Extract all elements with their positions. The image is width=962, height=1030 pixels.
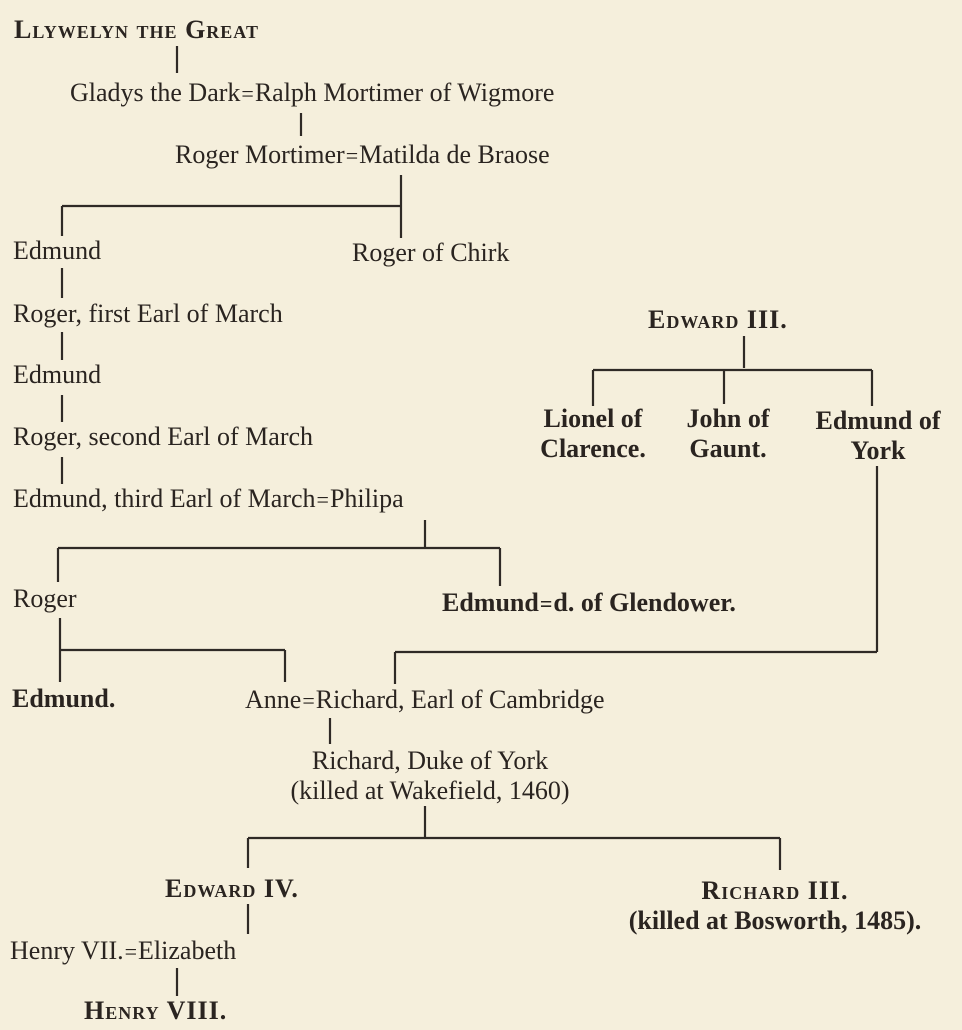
line-york-children xyxy=(248,806,780,870)
couple-edmund-philipa xyxy=(13,484,404,515)
marriage-sign: = xyxy=(241,81,254,106)
lionel-line1: Lionel of xyxy=(543,404,643,433)
person-edmund-2: Edmund xyxy=(13,360,102,389)
person-richard-york xyxy=(220,746,640,806)
line-roger3-children xyxy=(60,618,285,682)
couple-henry-elizabeth xyxy=(10,936,236,967)
couple-anne-richard xyxy=(245,685,605,716)
person-matilda: Matilda de Braose xyxy=(359,140,550,169)
john-line2: Gaunt. xyxy=(689,434,767,463)
person-john xyxy=(670,404,786,464)
person-richard-cambridge: Richard, Earl of Cambridge xyxy=(315,685,605,714)
richard-york-note: (killed at Wakefield, 1460) xyxy=(290,776,570,805)
person-edward-iii: Edward III. xyxy=(648,305,788,334)
person-anne: Anne xyxy=(245,685,302,714)
marriage-sign: = xyxy=(124,939,138,964)
person-roger-second-earl: Roger, second Earl of March xyxy=(13,422,314,451)
couple-roger-matilda xyxy=(175,140,550,171)
person-roger-mortimer: Roger Mortimer xyxy=(175,140,345,169)
edmund-york-line1: Edmund of xyxy=(815,406,941,435)
person-henry-viii: Henry VIII. xyxy=(84,996,228,1025)
person-richard-iii xyxy=(595,876,955,936)
line-edward3-sons xyxy=(593,336,872,406)
person-lionel xyxy=(522,404,664,464)
richard-iii-note: (killed at Bosworth, 1485). xyxy=(628,906,922,935)
line-edmund3-children xyxy=(58,520,500,586)
person-philipa: Philipa xyxy=(329,484,404,513)
person-roger-first-earl: Roger, first Earl of March xyxy=(13,299,283,328)
person-glendower-daughter: d. of Glendower. xyxy=(553,588,736,617)
john-line1: John of xyxy=(686,404,770,433)
richard-york-name: Richard, Duke of York xyxy=(311,746,549,775)
person-ralph: Ralph Mortimer of Wigmore xyxy=(254,78,555,107)
line-york-cambridge xyxy=(395,466,877,684)
person-edmund-1: Edmund xyxy=(13,236,102,265)
marriage-sign: = xyxy=(316,487,329,512)
person-edward-iv: Edward IV. xyxy=(165,874,299,903)
person-edmund-glendower: Edmund xyxy=(442,588,539,617)
person-edmund-third-earl: Edmund, third Earl of March xyxy=(13,484,316,513)
line-roger-children xyxy=(62,175,401,238)
person-roger-3: Roger xyxy=(13,584,77,613)
person-roger-chirk: Roger of Chirk xyxy=(352,238,510,267)
person-henry-vii: Henry VII. xyxy=(10,936,124,965)
marriage-sign: = xyxy=(345,143,359,168)
marriage-sign: = xyxy=(302,688,315,713)
person-edmund-last: Edmund. xyxy=(12,684,116,713)
couple-gladys-ralph xyxy=(70,78,554,109)
marriage-sign: = xyxy=(539,591,553,616)
lionel-line2: Clarence. xyxy=(540,434,646,463)
person-llywelyn: Llywelyn the Great xyxy=(14,15,259,44)
richard-iii-name: Richard III. xyxy=(701,876,849,905)
person-edmund-york xyxy=(800,406,956,466)
person-elizabeth: Elizabeth xyxy=(138,936,237,965)
couple-edmund-glendower xyxy=(442,588,736,619)
person-gladys: Gladys the Dark xyxy=(70,78,241,107)
edmund-york-line2: York xyxy=(850,436,906,465)
